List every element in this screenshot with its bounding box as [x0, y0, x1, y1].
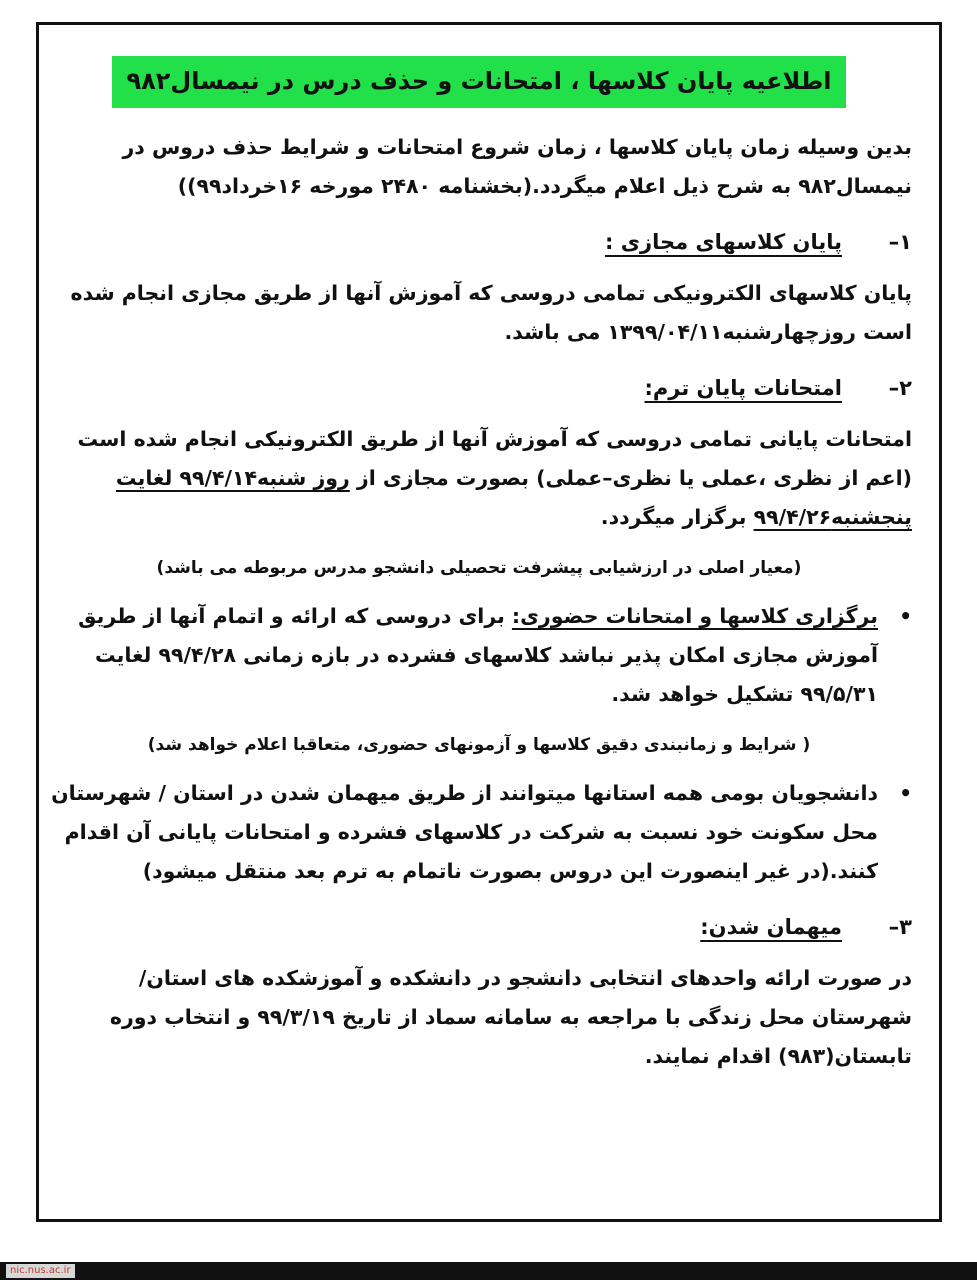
intro-paragraph: بدین وسیله زمان پایان کلاسها ، زمان شروع امتحانات و شرایط حذف دروس در نیمسال۹۸۲ به شرح ذیل اعلام میگردد.(بخشنامه ۲۴۸۰ مورخه ۱۶خرداد۹۹)) — [122, 135, 912, 198]
section-3-heading — [46, 907, 912, 947]
section-3-number: ۳– — [888, 915, 912, 939]
section-1-title: پایان کلاسهای مجازی : — [605, 230, 842, 254]
section-1-body: پایان کلاسهای الکترونیکی تمامی دروسی که آموزش آنها از طریق مجازی انجام شده است روزچهارشنبه۱۳۹۹/۰۴/۱۱ می باشد. — [70, 281, 912, 344]
section-2-body — [46, 420, 912, 537]
bullet-native-students-text: دانشجویان بومی همه استانها میتوانند از طریق میهمان شدن در استان / شهرستان محل سکونت خود نسبت به شرکت در کلاسهای فشرده و امتحانات پایانی آن اقدام کنند.(در غیر اینصورت این دروس بصورت ناتمام به ترم بعد منتقل میشود) — [51, 781, 878, 883]
bullet-in-person-body: برای دروسی که ارائه و اتمام آنها از طریق آموزش مجازی امکان پذیر نباشد کلاسهای فشرده در بازه زمانی ۹۹/۴/۲۸ لغایت ۹۹/۵/۳۱ تشکیل خواهد شد. — [78, 604, 878, 706]
announcement-title: اطلاعیه پایان کلاسها ، امتحانات و حذف درس در نیمسال۹۸۲ — [112, 56, 845, 108]
bullet-item-in-person — [46, 597, 912, 714]
section-2-title: امتحانات پایان ترم: — [644, 376, 842, 400]
section-3-title: میهمان شدن: — [700, 915, 842, 939]
section-1-number: ۱– — [888, 230, 912, 254]
section-1-heading — [46, 222, 912, 262]
footer-bar — [0, 1262, 977, 1280]
bullet-in-person-text — [46, 597, 882, 714]
title-wrap — [46, 56, 912, 112]
bullet-in-person-lead: برگزاری کلاسها و امتحانات حضوری: — [511, 604, 878, 628]
bullet-item-native-students — [46, 774, 912, 891]
section-2-body-start: امتحانات پایانی تمامی دروسی که آموزش آنها از طریق الکترونیکی انجام شده است (اعم از نظری ،عملی یا نظری–عملی) بصورت مجازی از — [77, 427, 912, 490]
schedule-note: ( شرایط و زمانبندی دقیق کلاسها و آزمونهای حضوری، متعاقبا اعلام خواهد شد) — [147, 735, 811, 755]
section-3-body: در صورت ارائه واحدهای انتخابی دانشجو در دانشکده و آموزشکده های استان/شهرستان محل زندگی با مراجعه به سامانه سماد از تاریخ ۹۹/۳/۱۹ و انتخاب دوره تابستان(۹۸۳) اقدام نمایند. — [109, 966, 912, 1068]
section-2-body-end: برگزار میگردد. — [600, 505, 754, 529]
section-2-date-range: روز شنبه۹۹/۴/۱۴ لغایت پنجشنبه۹۹/۴/۲۶ — [115, 466, 912, 529]
section-2-heading — [46, 368, 912, 408]
announcement-content — [46, 30, 912, 1076]
evaluation-note: (معیار اصلی در ارزشیابی پیشرفت تحصیلی دانشجو مدرس مربوطه می باشد) — [156, 558, 802, 578]
section-2-number: ۲– — [888, 376, 912, 400]
footer-watermark: nic.nus.ac.ir — [6, 1264, 75, 1278]
bullet-icon: • — [899, 781, 912, 805]
bullet-icon: • — [899, 604, 912, 628]
